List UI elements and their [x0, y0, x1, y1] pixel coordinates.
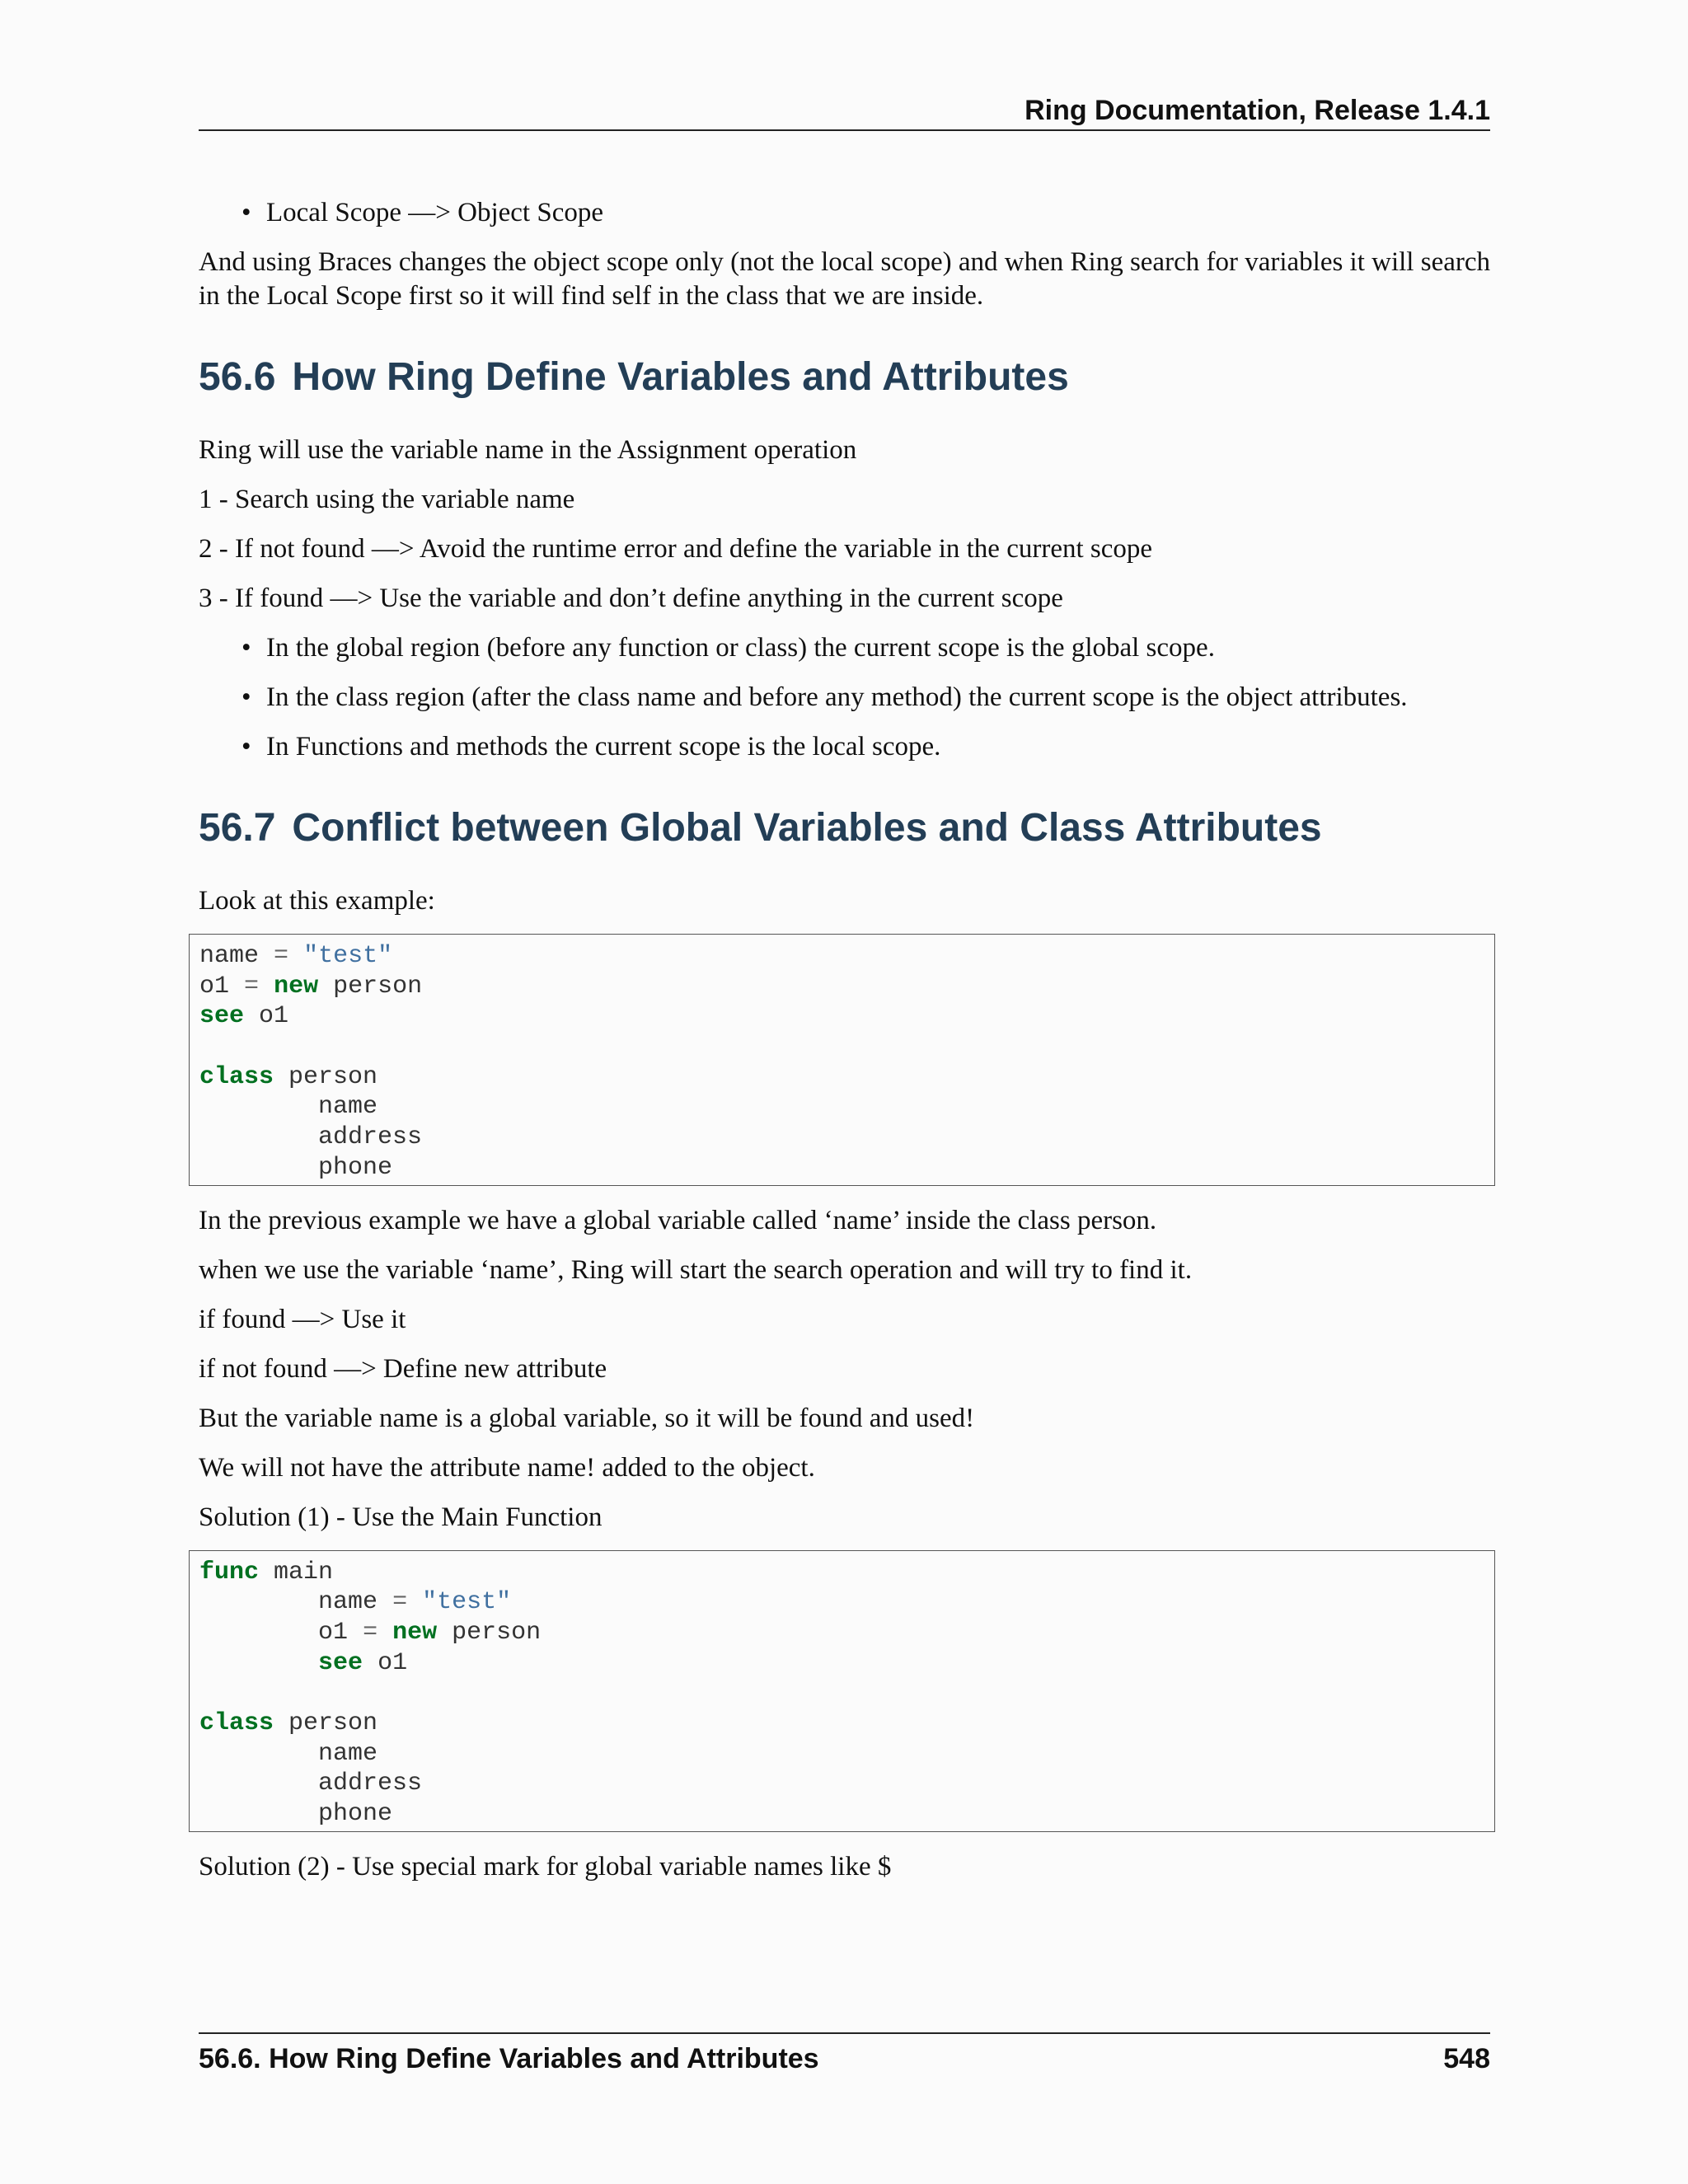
section-title: Conflict between Global Variables and Class Attributes [292, 806, 1322, 850]
bullet-icon: • [241, 682, 251, 712]
code-line: class person [199, 1062, 378, 1091]
code-line: phone [318, 1800, 393, 1828]
bullet-icon: • [241, 732, 251, 762]
code-line [199, 1032, 1484, 1062]
code-line: address [318, 1123, 423, 1152]
running-footer [199, 2041, 1490, 2077]
code-line: func main [199, 1558, 334, 1586]
list-item: • In the global region (before any function or class) the current scope is the global scope. [266, 631, 1490, 665]
paragraph: Look at this example: [199, 886, 435, 916]
paragraph: In the previous example we have a global variable called ‘name’ inside the class person. [199, 1205, 1157, 1235]
page-content [199, 196, 1490, 1900]
code-line [199, 1678, 1484, 1708]
list-item: • In Functions and methods the current scope is the local scope. [266, 730, 1490, 764]
code-line: name [318, 1093, 378, 1122]
code-line: name = "test" [199, 942, 393, 970]
scope-bullet-list [199, 631, 1490, 764]
section-number: 56.6 [199, 355, 276, 399]
code-line: see o1 [318, 1648, 408, 1677]
code-line: o1 = new person [199, 972, 423, 1001]
header-rule [199, 129, 1490, 131]
paragraph: Solution (1) - Use the Main Function [199, 1502, 603, 1532]
paragraph: But the variable name is a global variable, so it will be found and used! [199, 1403, 975, 1433]
footer-section: 56.6. How Ring Define Variables and Attributes [199, 2043, 819, 2074]
paragraph: 2 - If not found —> Avoid the runtime error and define the variable in the current scope [199, 534, 1153, 564]
footer-rule [199, 2032, 1490, 2034]
code-line: phone [318, 1153, 393, 1182]
code-line: address [318, 1769, 423, 1798]
intro-bullet-list [199, 196, 1490, 230]
intro-paragraph: And using Braces changes the object scope only (not the local scope) and when Ring search for variables it will search in the Local Scope first so it will find self in the class that we are inside. [199, 247, 1491, 311]
page-number: 548 [1443, 2043, 1490, 2074]
document-page [199, 0, 1490, 2184]
code-line: class person [199, 1708, 378, 1737]
code-line: see o1 [199, 1002, 289, 1031]
paragraph: if found —> Use it [199, 1304, 406, 1334]
paragraph: when we use the variable ‘name’, Ring will start the search operation and will try to find it. [199, 1254, 1193, 1285]
code-line: name [318, 1739, 378, 1768]
paragraph: Ring will use the variable name in the Assignment operation [199, 435, 857, 465]
bullet-icon: • [241, 633, 251, 663]
running-header: Ring Documentation, Release 1.4.1 [1025, 95, 1490, 126]
list-item: • In the class region (after the class name and before any method) the current scope is the object attributes. [266, 681, 1490, 715]
section-heading-56-7 [199, 804, 1490, 853]
section-heading-56-6 [199, 353, 1490, 402]
code-block-solution-1 [189, 1550, 1495, 1832]
code-block-example [189, 934, 1495, 1186]
paragraph: if not found —> Define new attribute [199, 1353, 607, 1384]
bullet-icon: • [241, 198, 251, 227]
section-number: 56.7 [199, 806, 276, 850]
paragraph: 1 - Search using the variable name [199, 485, 575, 514]
code-line: o1 = new person [318, 1618, 542, 1647]
section-title: How Ring Define Variables and Attributes [292, 355, 1069, 399]
paragraph: 3 - If found —> Use the variable and don’t define anything in the current scope [199, 583, 1063, 613]
paragraph: We will not have the attribute name! added to the object. [199, 1452, 815, 1483]
code-line: name = "test" [318, 1588, 512, 1617]
paragraph: Solution (2) - Use special mark for global variable names like $ [199, 1851, 892, 1882]
list-item: • Local Scope —> Object Scope [266, 196, 1490, 230]
